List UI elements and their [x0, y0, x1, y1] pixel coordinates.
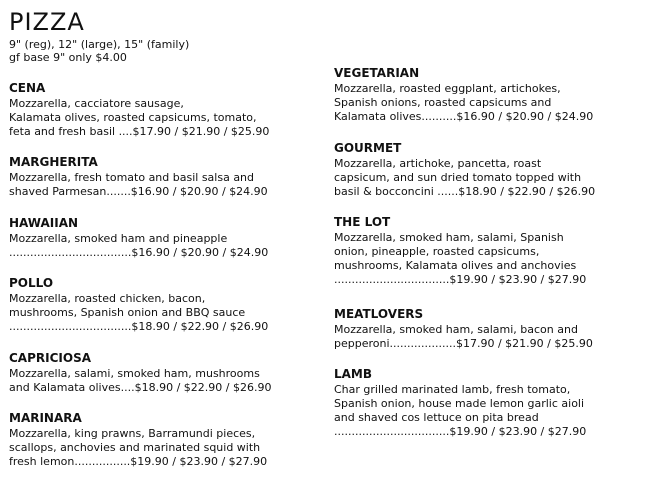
sizes-line: 9" (reg), 12" (large), 15" (family) [9, 38, 190, 51]
menu-item-margherita [9, 155, 309, 199]
item-price-line: ...................................$16.90 / $20.90 / $24.90 [9, 246, 269, 259]
menu-item-lamb [334, 367, 640, 439]
item-description-line: Mozzarella, roasted chicken, bacon, [9, 292, 206, 305]
menu-title: PIZZA [9, 8, 85, 36]
menu-item-gourmet [334, 141, 640, 199]
item-description-line: mushrooms, Kalamata olives and anchovies [334, 259, 577, 272]
item-price-line: fresh lemon................$19.90 / $23.90 / $27.90 [9, 455, 268, 468]
item-description-line: mushrooms, Spanish onion and BBQ sauce [9, 306, 246, 319]
item-price-line: basil & bocconcini ......$18.90 / $22.90 / $26.90 [334, 185, 596, 198]
menu-item-capriciosa [9, 351, 309, 395]
item-price-line: .................................$19.90 / $23.90 / $27.90 [334, 425, 587, 438]
size-info [9, 38, 189, 64]
item-name: LAMB [334, 367, 373, 381]
item-name: HAWAIIAN [9, 216, 79, 230]
item-name: CAPRICIOSA [9, 351, 91, 365]
item-price-line: feta and fresh basil ....$17.90 / $21.90 / $25.90 [9, 125, 270, 138]
item-price-line: .................................$19.90 / $23.90 / $27.90 [334, 273, 587, 286]
item-description-line: Spanish onions, roasted capsicums and [334, 96, 552, 109]
item-name: VEGETARIAN [334, 66, 420, 80]
item-name: POLLO [9, 276, 54, 290]
item-description-line: onion, pineapple, roasted capsicums, [334, 245, 540, 258]
item-name: THE LOT [334, 215, 391, 229]
menu-item-pollo [9, 276, 309, 334]
item-description-line: Mozzarella, artichoke, pancetta, roast [334, 157, 542, 170]
item-description-line: Spanish onion, house made lemon garlic aioli [334, 397, 585, 410]
item-price-line: ...................................$18.90 / $22.90 / $26.90 [9, 320, 269, 333]
item-name: MARINARA [9, 411, 82, 425]
item-name: CENA [9, 81, 46, 95]
item-description-line: capsicum, and sun dried tomato topped with [334, 171, 582, 184]
item-name: GOURMET [334, 141, 402, 155]
item-price-line: pepperoni...................$17.90 / $21.90 / $25.90 [334, 337, 593, 350]
item-description-line: Mozzarella, smoked ham, salami, bacon and [334, 323, 578, 336]
item-description-line: Mozzarella, salami, smoked ham, mushrooms [9, 367, 260, 380]
item-name: MEATLOVERS [334, 307, 424, 321]
gluten-free-line: gf base 9" only $4.00 [9, 51, 127, 64]
menu-item-marinara [9, 411, 309, 469]
menu-item-cena [9, 81, 309, 139]
item-description-line: Mozzarella, roasted eggplant, artichokes, [334, 82, 561, 95]
item-description-line: Mozzarella, smoked ham and pineapple [9, 232, 228, 245]
menu-item-hawaiian [9, 216, 309, 260]
item-price-line: shaved Parmesan.......$16.90 / $20.90 / $24.90 [9, 185, 268, 198]
item-price-line: and Kalamata olives....$18.90 / $22.90 / $26.90 [9, 381, 272, 394]
item-description-line: Mozzarella, smoked ham, salami, Spanish [334, 231, 564, 244]
item-description-line: Mozzarella, king prawns, Barramundi pieces, [9, 427, 256, 440]
item-description-line: Char grilled marinated lamb, fresh tomato, [334, 383, 571, 396]
item-price-line: Kalamata olives..........$16.90 / $20.90 / $24.90 [334, 110, 594, 123]
item-description-line: Mozzarella, fresh tomato and basil salsa and [9, 171, 255, 184]
menu-item-the-lot [334, 215, 640, 287]
item-description-line: scallops, anchovies and marinated squid with [9, 441, 261, 454]
item-description-line: and shaved cos lettuce on pita bread [334, 411, 539, 424]
item-description-line: Kalamata olives, roasted capsicums, tomato, [9, 111, 257, 124]
item-description-line: Mozzarella, cacciatore sausage, [9, 97, 184, 110]
menu-item-meatlovers [334, 307, 640, 351]
menu-item-vegetarian [334, 66, 640, 124]
item-name: MARGHERITA [9, 155, 98, 169]
